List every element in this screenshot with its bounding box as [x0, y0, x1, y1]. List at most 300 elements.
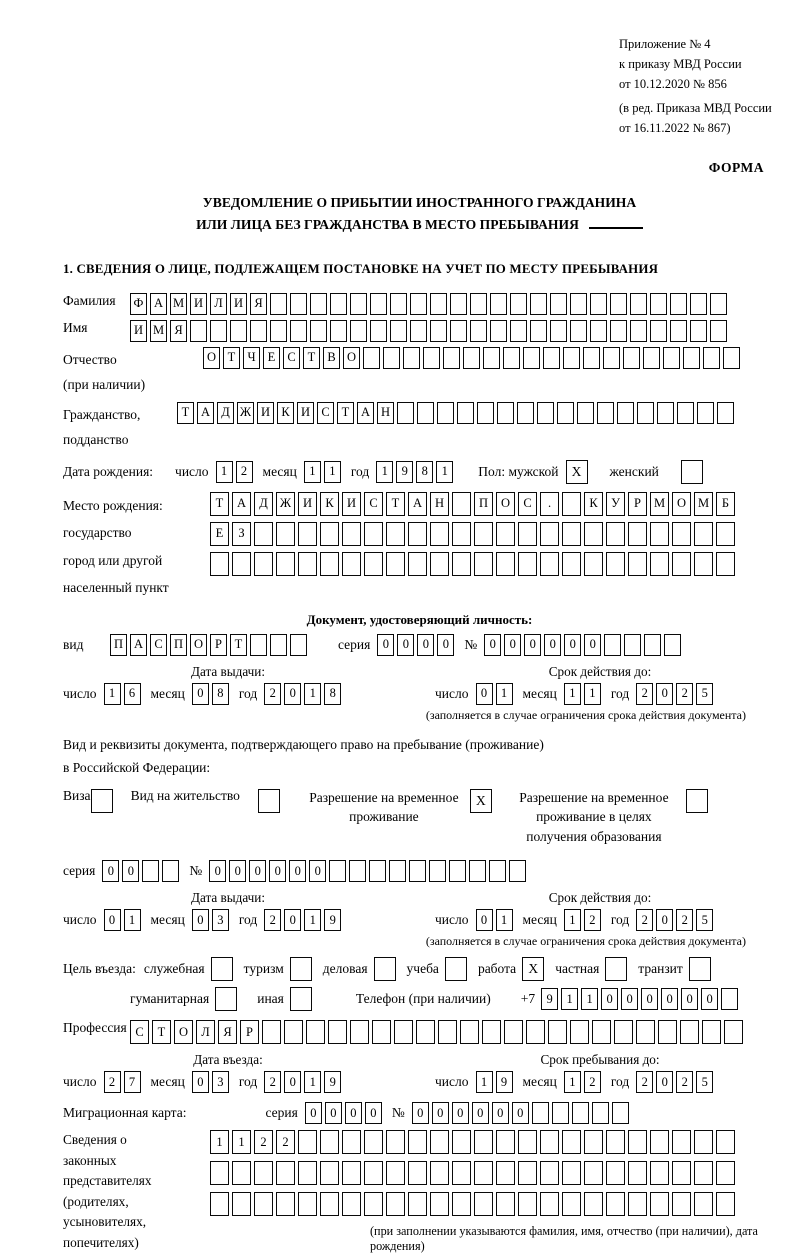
char-cell[interactable]: [230, 320, 247, 342]
char-cell[interactable]: [518, 522, 537, 546]
char-cell[interactable]: [530, 293, 547, 315]
char-cell[interactable]: [490, 320, 507, 342]
char-cell[interactable]: У: [606, 492, 625, 516]
char-cell[interactable]: [232, 1192, 251, 1216]
char-cell[interactable]: [364, 522, 383, 546]
char-cell[interactable]: [710, 293, 727, 315]
char-cell[interactable]: [694, 1130, 713, 1154]
char-cell[interactable]: 2: [264, 683, 281, 705]
char-cell[interactable]: [408, 522, 427, 546]
char-cell[interactable]: [474, 1192, 493, 1216]
char-cell[interactable]: М: [170, 293, 187, 315]
char-cell[interactable]: Т: [230, 634, 247, 656]
char-cell[interactable]: [584, 1192, 603, 1216]
char-cell[interactable]: [430, 1161, 449, 1185]
char-cell[interactable]: 2: [104, 1071, 121, 1093]
char-cell[interactable]: .: [540, 492, 559, 516]
char-cell[interactable]: [509, 860, 526, 882]
char-cell[interactable]: Т: [303, 347, 320, 369]
char-cell[interactable]: [523, 347, 540, 369]
char-cell[interactable]: [518, 1130, 537, 1154]
char-cell[interactable]: К: [277, 402, 294, 424]
char-cell[interactable]: [429, 860, 446, 882]
char-cell[interactable]: [537, 402, 554, 424]
char-cell[interactable]: [232, 1161, 251, 1185]
char-cell[interactable]: [550, 293, 567, 315]
char-cell[interactable]: [650, 1130, 669, 1154]
char-cell[interactable]: [716, 1192, 735, 1216]
char-cell[interactable]: [548, 1020, 567, 1044]
char-cell[interactable]: [584, 552, 603, 576]
char-cell[interactable]: [628, 552, 647, 576]
char-cell[interactable]: 0: [345, 1102, 362, 1124]
char-cell[interactable]: 1: [304, 909, 321, 931]
char-cell[interactable]: 9: [324, 1071, 341, 1093]
char-cell[interactable]: [342, 1130, 361, 1154]
char-cell[interactable]: [364, 552, 383, 576]
char-cell[interactable]: [210, 1161, 229, 1185]
char-cell[interactable]: [408, 1130, 427, 1154]
char-cell[interactable]: [650, 293, 667, 315]
char-cell[interactable]: А: [232, 492, 251, 516]
char-cell[interactable]: 1: [436, 461, 453, 483]
char-cell[interactable]: 1: [564, 683, 581, 705]
char-cell[interactable]: 0: [249, 860, 266, 882]
char-cell[interactable]: [610, 320, 627, 342]
char-cell[interactable]: [517, 402, 534, 424]
char-cell[interactable]: [650, 522, 669, 546]
char-cell[interactable]: [452, 1161, 471, 1185]
char-cell[interactable]: 0: [365, 1102, 382, 1124]
char-cell[interactable]: 2: [676, 909, 693, 931]
char-cell[interactable]: [570, 293, 587, 315]
char-cell[interactable]: [477, 402, 494, 424]
char-cell[interactable]: [254, 1192, 273, 1216]
char-cell[interactable]: [657, 402, 674, 424]
char-cell[interactable]: 5: [696, 1071, 713, 1093]
char-cell[interactable]: [489, 860, 506, 882]
char-cell[interactable]: И: [190, 293, 207, 315]
char-cell[interactable]: [496, 1161, 515, 1185]
char-cell[interactable]: [592, 1020, 611, 1044]
char-cell[interactable]: [410, 320, 427, 342]
char-cell[interactable]: [386, 1161, 405, 1185]
char-cell[interactable]: [457, 402, 474, 424]
char-cell[interactable]: 8: [416, 461, 433, 483]
char-cell[interactable]: [350, 320, 367, 342]
char-cell[interactable]: К: [320, 492, 339, 516]
char-cell[interactable]: 0: [269, 860, 286, 882]
char-cell[interactable]: [628, 522, 647, 546]
char-cell[interactable]: Т: [386, 492, 405, 516]
char-cell[interactable]: 8: [212, 683, 229, 705]
char-cell[interactable]: [320, 1161, 339, 1185]
char-cell[interactable]: 9: [541, 988, 558, 1010]
char-cell[interactable]: И: [257, 402, 274, 424]
char-cell[interactable]: [606, 522, 625, 546]
char-cell[interactable]: [650, 552, 669, 576]
char-cell[interactable]: [210, 1192, 229, 1216]
char-cell[interactable]: [496, 1130, 515, 1154]
char-cell[interactable]: [650, 1192, 669, 1216]
char-cell[interactable]: [463, 347, 480, 369]
purpose-option-checkbox[interactable]: [215, 987, 237, 1011]
char-cell[interactable]: Е: [263, 347, 280, 369]
char-cell[interactable]: [386, 552, 405, 576]
char-cell[interactable]: 1: [216, 461, 233, 483]
char-cell[interactable]: А: [150, 293, 167, 315]
char-cell[interactable]: [370, 320, 387, 342]
char-cell[interactable]: 9: [324, 909, 341, 931]
char-cell[interactable]: [518, 1161, 537, 1185]
char-cell[interactable]: [562, 1161, 581, 1185]
char-cell[interactable]: [540, 552, 559, 576]
char-cell[interactable]: [142, 860, 159, 882]
char-cell[interactable]: [443, 347, 460, 369]
residence-permit-checkbox[interactable]: [258, 789, 280, 813]
char-cell[interactable]: М: [694, 492, 713, 516]
temp-permit-checkbox[interactable]: X: [470, 789, 492, 813]
char-cell[interactable]: [606, 1130, 625, 1154]
char-cell[interactable]: Д: [254, 492, 273, 516]
char-cell[interactable]: А: [130, 634, 147, 656]
char-cell[interactable]: 0: [122, 860, 139, 882]
char-cell[interactable]: Т: [210, 492, 229, 516]
char-cell[interactable]: 0: [437, 634, 454, 656]
char-cell[interactable]: [530, 320, 547, 342]
char-cell[interactable]: [369, 860, 386, 882]
char-cell[interactable]: 0: [512, 1102, 529, 1124]
char-cell[interactable]: 1: [324, 461, 341, 483]
char-cell[interactable]: [570, 1020, 589, 1044]
char-cell[interactable]: Н: [430, 492, 449, 516]
char-cell[interactable]: Т: [337, 402, 354, 424]
char-cell[interactable]: [276, 1192, 295, 1216]
char-cell[interactable]: 0: [192, 909, 209, 931]
char-cell[interactable]: [470, 293, 487, 315]
purpose-option-checkbox[interactable]: [605, 957, 627, 981]
char-cell[interactable]: [460, 1020, 479, 1044]
char-cell[interactable]: [724, 1020, 743, 1044]
char-cell[interactable]: 0: [476, 909, 493, 931]
char-cell[interactable]: С: [283, 347, 300, 369]
char-cell[interactable]: [430, 1130, 449, 1154]
char-cell[interactable]: [677, 402, 694, 424]
char-cell[interactable]: [276, 1161, 295, 1185]
char-cell[interactable]: [270, 634, 287, 656]
char-cell[interactable]: 1: [304, 461, 321, 483]
char-cell[interactable]: [452, 522, 471, 546]
char-cell[interactable]: С: [364, 492, 383, 516]
char-cell[interactable]: [320, 1192, 339, 1216]
char-cell[interactable]: Ф: [130, 293, 147, 315]
char-cell[interactable]: [628, 1192, 647, 1216]
char-cell[interactable]: [694, 522, 713, 546]
char-cell[interactable]: [723, 347, 740, 369]
char-cell[interactable]: [342, 552, 361, 576]
char-cell[interactable]: 0: [284, 683, 301, 705]
char-cell[interactable]: Р: [240, 1020, 259, 1044]
char-cell[interactable]: [437, 402, 454, 424]
char-cell[interactable]: 5: [696, 683, 713, 705]
char-cell[interactable]: 2: [584, 1071, 601, 1093]
char-cell[interactable]: [276, 552, 295, 576]
char-cell[interactable]: [584, 1130, 603, 1154]
char-cell[interactable]: 0: [492, 1102, 509, 1124]
char-cell[interactable]: 0: [192, 683, 209, 705]
char-cell[interactable]: 0: [417, 634, 434, 656]
char-cell[interactable]: [390, 320, 407, 342]
char-cell[interactable]: [363, 347, 380, 369]
sex-female-checkbox[interactable]: [681, 460, 703, 484]
char-cell[interactable]: [320, 1130, 339, 1154]
char-cell[interactable]: [298, 522, 317, 546]
char-cell[interactable]: [410, 293, 427, 315]
char-cell[interactable]: А: [408, 492, 427, 516]
char-cell[interactable]: [474, 552, 493, 576]
char-cell[interactable]: [364, 1130, 383, 1154]
char-cell[interactable]: [710, 320, 727, 342]
char-cell[interactable]: [490, 293, 507, 315]
char-cell[interactable]: 0: [656, 1071, 673, 1093]
purpose-option-checkbox[interactable]: [290, 987, 312, 1011]
char-cell[interactable]: [449, 860, 466, 882]
char-cell[interactable]: О: [190, 634, 207, 656]
char-cell[interactable]: [721, 988, 738, 1010]
char-cell[interactable]: [637, 402, 654, 424]
char-cell[interactable]: 0: [484, 634, 501, 656]
char-cell[interactable]: [614, 1020, 633, 1044]
purpose-option-checkbox[interactable]: X: [522, 957, 544, 981]
char-cell[interactable]: 2: [264, 909, 281, 931]
char-cell[interactable]: О: [203, 347, 220, 369]
char-cell[interactable]: [210, 320, 227, 342]
char-cell[interactable]: [190, 320, 207, 342]
char-cell[interactable]: [342, 522, 361, 546]
char-cell[interactable]: 9: [496, 1071, 513, 1093]
char-cell[interactable]: [672, 1192, 691, 1216]
char-cell[interactable]: Н: [377, 402, 394, 424]
char-cell[interactable]: 2: [584, 909, 601, 931]
char-cell[interactable]: [703, 347, 720, 369]
char-cell[interactable]: [452, 492, 471, 516]
char-cell[interactable]: П: [170, 634, 187, 656]
char-cell[interactable]: [290, 320, 307, 342]
char-cell[interactable]: [526, 1020, 545, 1044]
char-cell[interactable]: М: [150, 320, 167, 342]
char-cell[interactable]: [482, 1020, 501, 1044]
char-cell[interactable]: 1: [564, 909, 581, 931]
char-cell[interactable]: [430, 522, 449, 546]
char-cell[interactable]: 0: [229, 860, 246, 882]
char-cell[interactable]: 0: [192, 1071, 209, 1093]
char-cell[interactable]: 0: [472, 1102, 489, 1124]
char-cell[interactable]: [254, 522, 273, 546]
char-cell[interactable]: [430, 320, 447, 342]
char-cell[interactable]: 0: [681, 988, 698, 1010]
char-cell[interactable]: [630, 293, 647, 315]
char-cell[interactable]: [552, 1102, 569, 1124]
char-cell[interactable]: 1: [124, 909, 141, 931]
char-cell[interactable]: [540, 522, 559, 546]
char-cell[interactable]: 2: [264, 1071, 281, 1093]
char-cell[interactable]: З: [232, 522, 251, 546]
char-cell[interactable]: [450, 320, 467, 342]
char-cell[interactable]: [610, 293, 627, 315]
char-cell[interactable]: Т: [177, 402, 194, 424]
char-cell[interactable]: [510, 320, 527, 342]
char-cell[interactable]: [603, 347, 620, 369]
char-cell[interactable]: 0: [656, 909, 673, 931]
char-cell[interactable]: [496, 522, 515, 546]
char-cell[interactable]: [254, 1161, 273, 1185]
char-cell[interactable]: 1: [496, 909, 513, 931]
char-cell[interactable]: [562, 552, 581, 576]
char-cell[interactable]: Ж: [276, 492, 295, 516]
char-cell[interactable]: 1: [584, 683, 601, 705]
char-cell[interactable]: 0: [564, 634, 581, 656]
char-cell[interactable]: [397, 402, 414, 424]
char-cell[interactable]: 0: [544, 634, 561, 656]
char-cell[interactable]: [540, 1192, 559, 1216]
char-cell[interactable]: [584, 522, 603, 546]
char-cell[interactable]: [350, 293, 367, 315]
char-cell[interactable]: 0: [524, 634, 541, 656]
char-cell[interactable]: Я: [218, 1020, 237, 1044]
char-cell[interactable]: Т: [152, 1020, 171, 1044]
char-cell[interactable]: 2: [636, 909, 653, 931]
char-cell[interactable]: [497, 402, 514, 424]
char-cell[interactable]: [672, 1161, 691, 1185]
char-cell[interactable]: [330, 293, 347, 315]
char-cell[interactable]: 0: [305, 1102, 322, 1124]
char-cell[interactable]: 2: [636, 683, 653, 705]
char-cell[interactable]: [417, 402, 434, 424]
char-cell[interactable]: [409, 860, 426, 882]
char-cell[interactable]: 1: [232, 1130, 251, 1154]
char-cell[interactable]: 1: [564, 1071, 581, 1093]
char-cell[interactable]: И: [130, 320, 147, 342]
char-cell[interactable]: [518, 1192, 537, 1216]
char-cell[interactable]: [290, 634, 307, 656]
sex-male-checkbox[interactable]: X: [566, 460, 588, 484]
char-cell[interactable]: Я: [250, 293, 267, 315]
char-cell[interactable]: 5: [696, 909, 713, 931]
edu-permit-checkbox[interactable]: [686, 789, 708, 813]
char-cell[interactable]: [389, 860, 406, 882]
char-cell[interactable]: В: [323, 347, 340, 369]
char-cell[interactable]: [694, 1161, 713, 1185]
char-cell[interactable]: [210, 552, 229, 576]
char-cell[interactable]: [606, 1161, 625, 1185]
char-cell[interactable]: [717, 402, 734, 424]
char-cell[interactable]: [606, 552, 625, 576]
char-cell[interactable]: 0: [412, 1102, 429, 1124]
char-cell[interactable]: [670, 320, 687, 342]
char-cell[interactable]: [383, 347, 400, 369]
char-cell[interactable]: О: [343, 347, 360, 369]
char-cell[interactable]: [572, 1102, 589, 1124]
char-cell[interactable]: Л: [196, 1020, 215, 1044]
char-cell[interactable]: [590, 320, 607, 342]
char-cell[interactable]: [298, 552, 317, 576]
char-cell[interactable]: [577, 402, 594, 424]
char-cell[interactable]: [612, 1102, 629, 1124]
char-cell[interactable]: [284, 1020, 303, 1044]
char-cell[interactable]: [617, 402, 634, 424]
char-cell[interactable]: [604, 634, 621, 656]
char-cell[interactable]: И: [342, 492, 361, 516]
char-cell[interactable]: Я: [170, 320, 187, 342]
char-cell[interactable]: [474, 1130, 493, 1154]
char-cell[interactable]: [310, 293, 327, 315]
char-cell[interactable]: [386, 522, 405, 546]
char-cell[interactable]: [452, 1192, 471, 1216]
char-cell[interactable]: [663, 347, 680, 369]
char-cell[interactable]: 0: [601, 988, 618, 1010]
char-cell[interactable]: А: [357, 402, 374, 424]
char-cell[interactable]: П: [474, 492, 493, 516]
char-cell[interactable]: Д: [217, 402, 234, 424]
char-cell[interactable]: [694, 552, 713, 576]
char-cell[interactable]: 0: [661, 988, 678, 1010]
char-cell[interactable]: [503, 347, 520, 369]
char-cell[interactable]: [290, 293, 307, 315]
char-cell[interactable]: 0: [656, 683, 673, 705]
char-cell[interactable]: [403, 347, 420, 369]
char-cell[interactable]: Р: [628, 492, 647, 516]
char-cell[interactable]: [680, 1020, 699, 1044]
char-cell[interactable]: 2: [276, 1130, 295, 1154]
char-cell[interactable]: 0: [104, 909, 121, 931]
char-cell[interactable]: [628, 1130, 647, 1154]
char-cell[interactable]: [276, 522, 295, 546]
char-cell[interactable]: [597, 402, 614, 424]
char-cell[interactable]: [672, 522, 691, 546]
char-cell[interactable]: [298, 1130, 317, 1154]
char-cell[interactable]: Л: [210, 293, 227, 315]
char-cell[interactable]: 2: [676, 1071, 693, 1093]
char-cell[interactable]: [540, 1161, 559, 1185]
char-cell[interactable]: [364, 1161, 383, 1185]
char-cell[interactable]: [349, 860, 366, 882]
char-cell[interactable]: [350, 1020, 369, 1044]
char-cell[interactable]: [623, 347, 640, 369]
char-cell[interactable]: [386, 1130, 405, 1154]
char-cell[interactable]: С: [317, 402, 334, 424]
char-cell[interactable]: С: [518, 492, 537, 516]
char-cell[interactable]: 1: [304, 1071, 321, 1093]
char-cell[interactable]: [584, 1161, 603, 1185]
char-cell[interactable]: [496, 1192, 515, 1216]
char-cell[interactable]: [270, 320, 287, 342]
char-cell[interactable]: 0: [102, 860, 119, 882]
char-cell[interactable]: [630, 320, 647, 342]
purpose-option-checkbox[interactable]: [689, 957, 711, 981]
char-cell[interactable]: [562, 1130, 581, 1154]
char-cell[interactable]: 0: [621, 988, 638, 1010]
char-cell[interactable]: 0: [309, 860, 326, 882]
char-cell[interactable]: [438, 1020, 457, 1044]
char-cell[interactable]: А: [197, 402, 214, 424]
char-cell[interactable]: 0: [284, 1071, 301, 1093]
char-cell[interactable]: 0: [476, 683, 493, 705]
char-cell[interactable]: [320, 552, 339, 576]
char-cell[interactable]: 2: [254, 1130, 273, 1154]
char-cell[interactable]: Б: [716, 492, 735, 516]
char-cell[interactable]: [320, 522, 339, 546]
char-cell[interactable]: [416, 1020, 435, 1044]
